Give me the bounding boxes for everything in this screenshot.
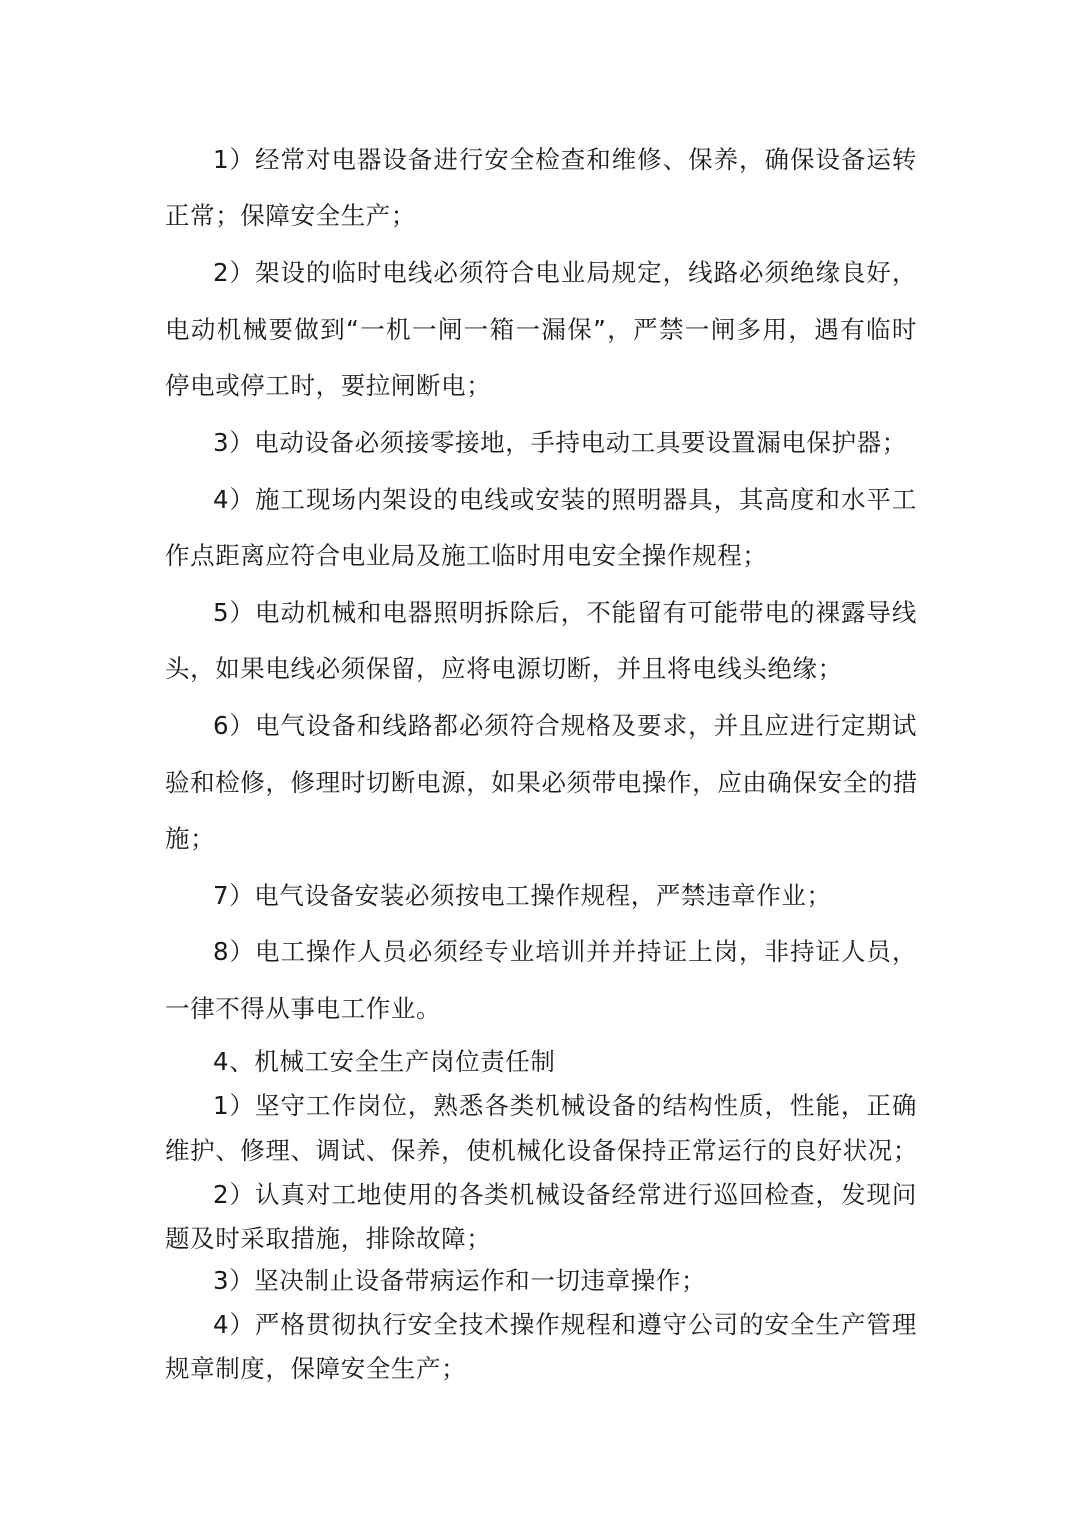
para-line: 题及时采取措施，排除故障； — [165, 1224, 492, 1253]
para-line: 头，如果电线必须保留，应将电源切断，并且将电线头绝缘； — [165, 654, 843, 683]
para-line: 6）电气设备和线路都必须符合规格及要求，并且应进行定期试 — [213, 711, 917, 740]
para-line: 4）严格贯彻执行安全技术操作规程和遵守公司的安全生产管理 — [213, 1310, 917, 1339]
para-line: 1）坚守工作岗位，熟悉各类机械设备的结构性质，性能，正确 — [213, 1091, 917, 1120]
para-line: 验和检修，修理时切断电源，如果必须带电操作，应由确保安全的措 — [165, 768, 918, 797]
para-line: 作点距离应符合电业局及施工临时用电安全操作规程； — [165, 541, 768, 570]
para-line: 规章制度，保障安全生产； — [165, 1354, 467, 1383]
para-line: 施； — [165, 824, 216, 853]
para-line: 维护、修理、调试、保养，使机械化设备保持正常运行的良好状况； — [165, 1136, 918, 1165]
para-line: 2）架设的临时电线必须符合电业局规定，线路必须绝缘良好， — [213, 258, 917, 287]
para-line: 7）电气设备安装必须按电工操作规程，严禁违章作业； — [213, 881, 832, 910]
para-line: 5）电动机械和电器照明拆除后，不能留有可能带电的裸露导线 — [213, 598, 917, 627]
para-line: 停电或停工时，要拉闸断电； — [165, 371, 492, 400]
para-line: 1）经常对电器设备进行安全检查和维修、保养，确保设备运转 — [213, 145, 917, 174]
para-line: 2）认真对工地使用的各类机械设备经常进行巡回检查，发现问 — [213, 1180, 917, 1209]
para-line: 正常；保障安全生产； — [165, 201, 416, 230]
para-line: 3）电动设备必须接零接地，手持电动工具要设置漏电保护器； — [213, 428, 907, 457]
para-line: 8）电工操作人员必须经专业培训并并持证上岗，非持证人员， — [213, 937, 917, 966]
section-heading: 4、机械工安全生产岗位责任制 — [213, 1047, 556, 1076]
para-line: 电动机械要做到“一机一闸一箱一漏保”，严禁一闸多用，遇有临时 — [165, 315, 917, 344]
para-line: 4）施工现场内架设的电线或安装的照明器具，其高度和水平工 — [213, 485, 917, 514]
para-line: 一律不得从事电工作业。 — [165, 994, 442, 1023]
para-line: 3）坚决制止设备带病运作和一切违章操作； — [213, 1266, 707, 1295]
